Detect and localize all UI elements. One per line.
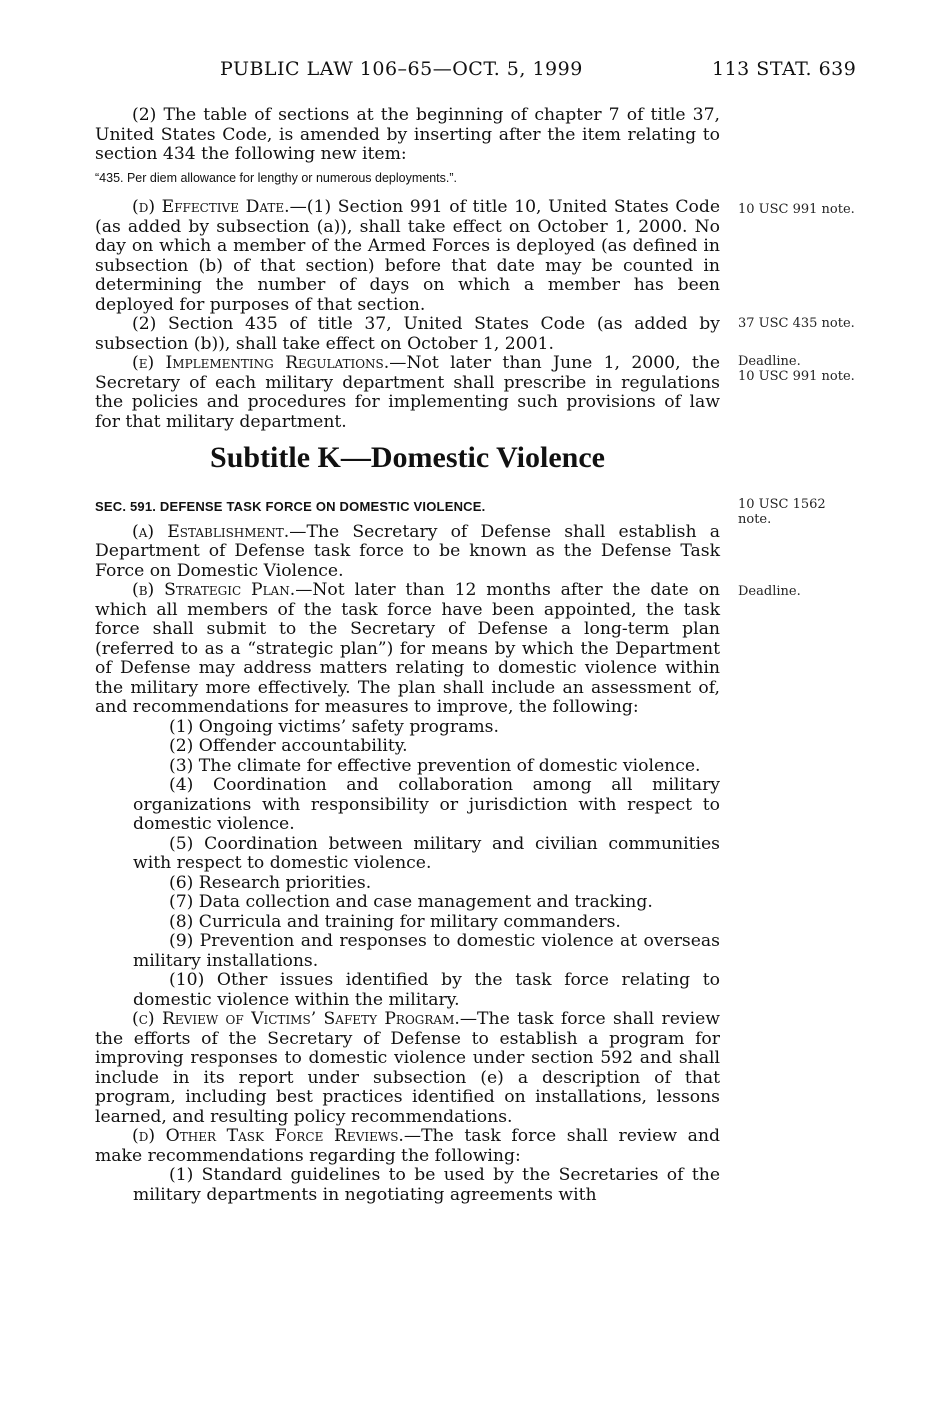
list-item: (5) Coordination between military and civilian communities with respect to domestic violence.: [133, 833, 720, 873]
section-heading: SEC. 591. DEFENSE TASK FORCE ON DOMESTIC VIOLENCE.: [95, 499, 486, 514]
running-header-title: PUBLIC LAW 106–65—OCT. 5, 1999: [220, 58, 583, 80]
text-block-section-591: [95, 497, 720, 1205]
margin-note-10usc1562: [738, 497, 826, 527]
list-item: (1) Standard guidelines to be used by the Secretaries of the military departments in negotiating agreements with: [133, 1165, 720, 1205]
margin-note-deadline-label: Deadline.: [738, 354, 801, 369]
list-item: (1) Ongoing victims’ safety programs.: [169, 716, 499, 737]
list-item: (7) Data collection and case management and tracking.: [169, 892, 653, 912]
list-item: (4) Coordination and collaboration among all military organizations with responsibility or jurisdiction with respect to domestic violence.: [133, 775, 720, 834]
text-review-victims-safety: —The task force shall review the efforts of the Secretary of Defense to establish a program for improving responses to domestic violence under section 592 and shall include in its report under subsection (e) a description of that program, including best practices identified on installations, lessons learned, and resulting policy recommendations.: [95, 1009, 720, 1127]
text-implementing-regulations: —Not later than June 1, 2000, the Secretary of each military department shall prescribe in regulations the policies and procedures for implementing such provisions of law for that military department.: [95, 353, 721, 432]
margin-note-10usc991-b: 10 USC 991 note.: [738, 369, 855, 384]
list-item: (8) Curricula and training for military commanders.: [169, 911, 621, 932]
text-establishment: —The Secretary of Defense shall establish a Department of Defense task force to be known as the Defense Task Force on Domestic Violence.: [95, 521, 720, 581]
paragraph-effective-date: [95, 198, 720, 315]
heading-strategic-plan: (b) Strategic Plan.: [132, 580, 296, 600]
paragraph-section-435: (2) Section 435 of title 37, United States Code (as added by subsection (b)), shall take effect on October 1, 2001.: [95, 314, 720, 354]
margin-note-10usc1562-line2: note.: [738, 512, 772, 527]
heading-effective-date: (d) Effective Date.: [132, 197, 290, 217]
paragraph-strategic-plan: [95, 581, 720, 718]
margin-note-10usc1562-line1: 10 USC 1562: [738, 497, 826, 512]
text-block-top: [95, 106, 720, 432]
heading-establishment: (a) Establishment.: [132, 521, 290, 542]
margin-note-deadline-2: Deadline.: [738, 584, 801, 599]
paragraph-establishment: [95, 523, 720, 582]
list-item: (3) The climate for effective prevention of domestic violence.: [169, 755, 701, 776]
table-item-435: “435. Per diem allowance for lengthy or numerous deployments.”.: [95, 170, 457, 185]
heading-other-reviews: (d) Other Task Force Reviews.: [132, 1126, 404, 1146]
paragraph-other-reviews: [95, 1127, 720, 1166]
text-strategic-plan: —Not later than 12 months after the date on which all members of the task force have been appointed, the task force shall submit to the Secretary of Defense a long-term plan (referred to as a “strategic plan”) for means by which the Department of Defense may address matters relating to domestic violence within the military more effectively. The plan shall include an assessment of, and recommendations for measures to improve, the following:: [95, 580, 721, 717]
paragraph-table-amend: (2) The table of sections at the beginning of chapter 7 of title 37, United States Code, is amended by inserting after the item relating to section 434 the following new item:: [95, 105, 720, 164]
heading-implementing-regulations: (e) Implementing Regulations.: [132, 353, 390, 373]
subtitle-heading: Subtitle K—Domestic Violence: [210, 441, 605, 474]
list-item: (9) Prevention and responses to domestic violence at overseas military installations.: [133, 931, 720, 971]
paragraph-review-victims-safety: [95, 1010, 720, 1127]
text-effective-date: —(1) Section 991 of title 10, United States Code (as added by subsection (a)), shall take effect on October 1, 2000. No day on which a member of the Armed Forces is deployed (as defined in subsection (b) of that section) before that date may be counted in determining the number of days on which a member has been deployed for purposes of that section.: [95, 197, 720, 315]
list-item: (2) Offender accountability.: [169, 736, 408, 756]
margin-note-37usc435: 37 USC 435 note.: [738, 316, 855, 331]
page-number: 113 STAT. 639: [712, 58, 857, 80]
list-item: (10) Other issues identified by the task force relating to domestic violence within the military.: [133, 970, 720, 1010]
heading-review-victims-safety: (c) Review of Victims’ Safety Program.: [132, 1009, 460, 1029]
list-item: (6) Research priorities.: [169, 872, 372, 893]
margin-note-deadline: [738, 354, 855, 384]
margin-note-10usc991: 10 USC 991 note.: [738, 202, 855, 217]
text-other-reviews: —The task force shall review and make recommendations regarding the following:: [95, 1126, 720, 1166]
paragraph-implementing-regulations: [95, 354, 720, 432]
